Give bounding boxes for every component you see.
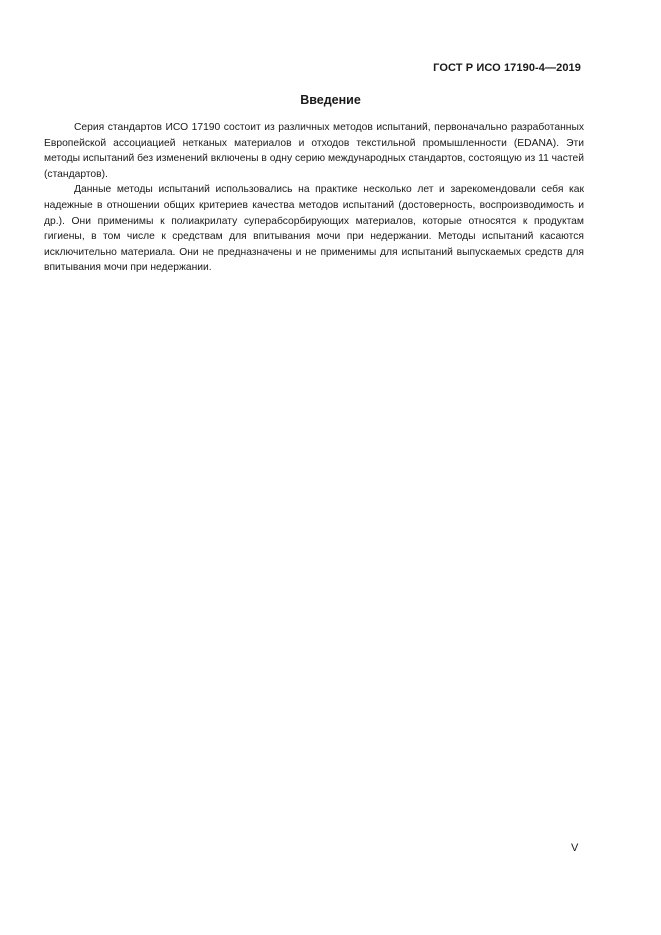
paragraph: Данные методы испытаний использовались на практике несколько лет и зарекомендовали себя как надежные в отношении общих критериев качества методов испытаний (достоверность, воспроизводимость и др.). Они применимы к полиакрилату суперабсорбирующих материалов, которые относятся к продуктам гигиены, в том числе к средствам для впитывания мочи при недержании. Методы испытаний касаются исключительно материала. Они не предназначены и не применимы для испытаний выпускаемых средств для впитывания мочи при недержании.: [44, 184, 584, 274]
page-number: V: [571, 842, 579, 854]
section-title: Введение: [300, 93, 361, 107]
body-text: [44, 120, 584, 276]
document-designation: ГОСТ Р ИСО 17190-4—2019: [433, 62, 581, 74]
paragraph: Серия стандартов ИСО 17190 состоит из различных методов испытаний, первоначально разработанных Европейской ассоциацией нетканых материалов и отходов текстильной промышленности (EDANA). Эти методы испытаний без изменений включены в одну серию международных стандартов, состоящую из 11 частей (стандартов).: [44, 122, 584, 180]
